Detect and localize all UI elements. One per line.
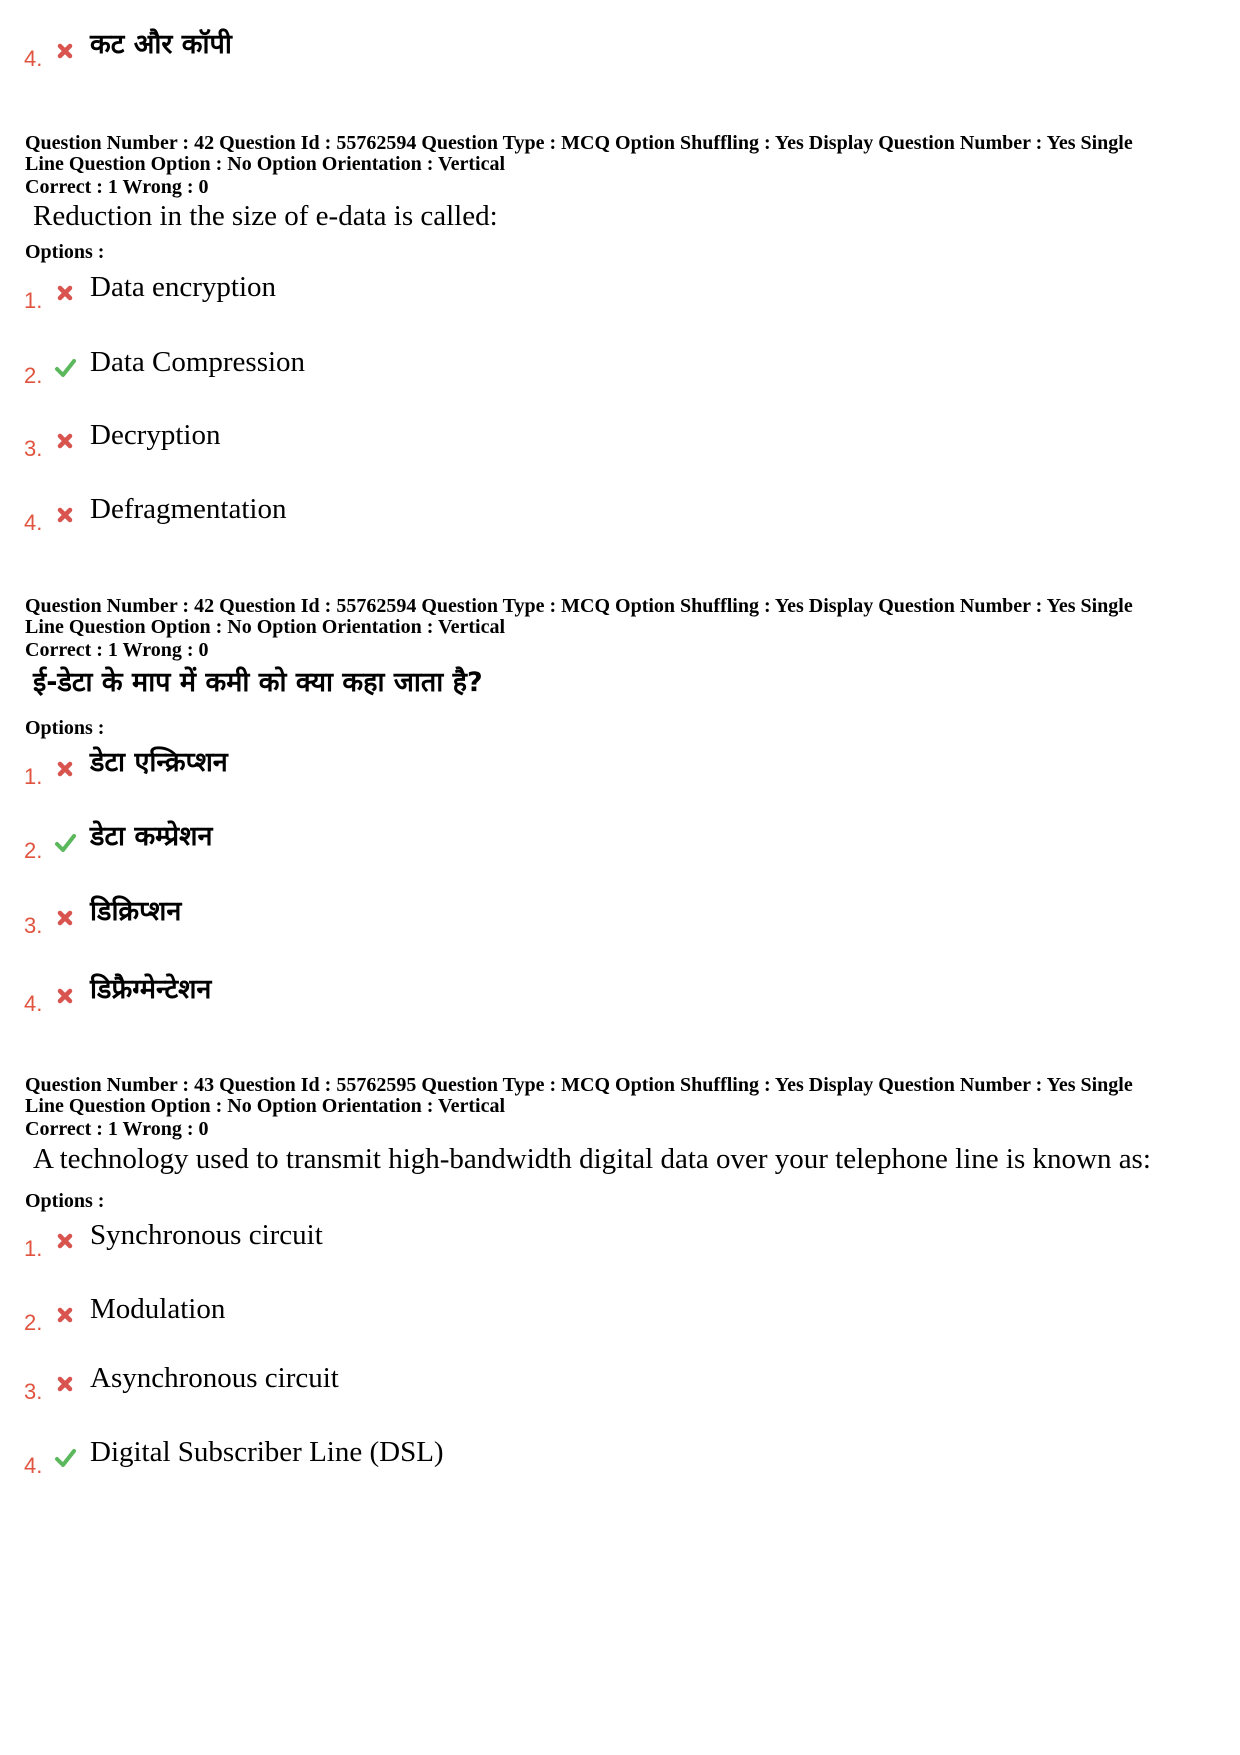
- option-number: 3.: [24, 913, 43, 938]
- option-number: 3.: [24, 436, 43, 461]
- option-row: [24, 1437, 444, 1477]
- question-text: A technology used to transmit high-bandwidth digital data over your telephone line is known as:: [33, 1143, 1151, 1175]
- option-text: कट और कॉपी: [90, 29, 232, 60]
- wrong-cross-icon: [54, 1373, 76, 1395]
- meta-line-2: Line Question Option : No Option Orientation : Vertical: [25, 1095, 506, 1117]
- correct-check-icon: [54, 357, 76, 379]
- option-text: Asynchronous circuit: [90, 1362, 339, 1394]
- option-text: Digital Subscriber Line (DSL): [90, 1436, 444, 1468]
- option-text: डिफ्रैग्मेन्टेशन: [90, 974, 212, 1005]
- option-text: Decryption: [90, 419, 221, 451]
- option-number: 1.: [24, 764, 43, 789]
- question-meta: [25, 1075, 1220, 1117]
- correct-check-icon: [54, 1447, 76, 1469]
- option-text: Defragmentation: [90, 493, 287, 525]
- option-row: [24, 748, 228, 788]
- option-number: 2.: [24, 1310, 43, 1335]
- score-line: Correct : 1 Wrong : 0: [25, 639, 209, 661]
- option-row: [24, 975, 211, 1015]
- meta-line-1: Question Number : 42 Question Id : 55762594 Question Type : MCQ Option Shuffling : Yes Display Question Number : Yes Single: [25, 132, 1133, 154]
- option-number: 2.: [24, 363, 43, 388]
- question-text: ई-डेटा के माप में कमी को क्या कहा जाता है?: [33, 667, 483, 698]
- wrong-cross-icon: [54, 282, 76, 304]
- option-row: [24, 822, 213, 862]
- option-text: Data encryption: [90, 271, 277, 303]
- option-number: 4.: [24, 991, 43, 1016]
- option-number: 2.: [24, 838, 43, 863]
- option-number: 1.: [24, 1236, 43, 1261]
- option-row: [24, 494, 286, 534]
- wrong-cross-icon: [54, 907, 76, 929]
- option-text: Data Compression: [90, 346, 306, 378]
- option-row: [24, 30, 232, 70]
- option-row: [24, 420, 220, 460]
- wrong-cross-icon: [54, 1230, 76, 1252]
- wrong-cross-icon: [54, 1304, 76, 1326]
- option-number: 3.: [24, 1379, 43, 1404]
- option-row: [24, 1294, 225, 1334]
- meta-line-1: Question Number : 42 Question Id : 55762594 Question Type : MCQ Option Shuffling : Yes Display Question Number : Yes Single: [25, 595, 1133, 617]
- question-meta: [25, 133, 1220, 175]
- option-row: [24, 897, 181, 937]
- wrong-cross-icon: [54, 40, 76, 62]
- option-number: 4.: [24, 510, 43, 535]
- option-text: Modulation: [90, 1293, 226, 1325]
- score-line: Correct : 1 Wrong : 0: [25, 1118, 209, 1140]
- option-text: डेटा कम्प्रेशन: [90, 821, 213, 852]
- meta-line-2: Line Question Option : No Option Orientation : Vertical: [25, 616, 506, 638]
- wrong-cross-icon: [54, 985, 76, 1007]
- option-number: 1.: [24, 288, 43, 313]
- option-row: [24, 1220, 323, 1260]
- option-row: [24, 1363, 339, 1403]
- option-row: [24, 347, 305, 387]
- option-text: Synchronous circuit: [90, 1219, 323, 1251]
- option-row: [24, 272, 276, 312]
- meta-line-1: Question Number : 43 Question Id : 55762595 Question Type : MCQ Option Shuffling : Yes Display Question Number : Yes Single: [25, 1074, 1133, 1096]
- options-label: Options :: [25, 1190, 105, 1212]
- wrong-cross-icon: [54, 504, 76, 526]
- score-line: Correct : 1 Wrong : 0: [25, 176, 209, 198]
- correct-check-icon: [54, 832, 76, 854]
- meta-line-2: Line Question Option : No Option Orientation : Vertical: [25, 153, 506, 175]
- options-label: Options :: [25, 717, 105, 739]
- option-text: डिक्रिप्शन: [90, 896, 182, 927]
- options-label: Options :: [25, 241, 105, 263]
- question-meta: [25, 596, 1220, 638]
- wrong-cross-icon: [54, 430, 76, 452]
- option-text: डेटा एन्क्रिप्शन: [90, 747, 228, 778]
- question-text: Reduction in the size of e-data is called:: [33, 200, 498, 232]
- wrong-cross-icon: [54, 758, 76, 780]
- option-number: 4.: [24, 46, 43, 71]
- option-number: 4.: [24, 1453, 43, 1478]
